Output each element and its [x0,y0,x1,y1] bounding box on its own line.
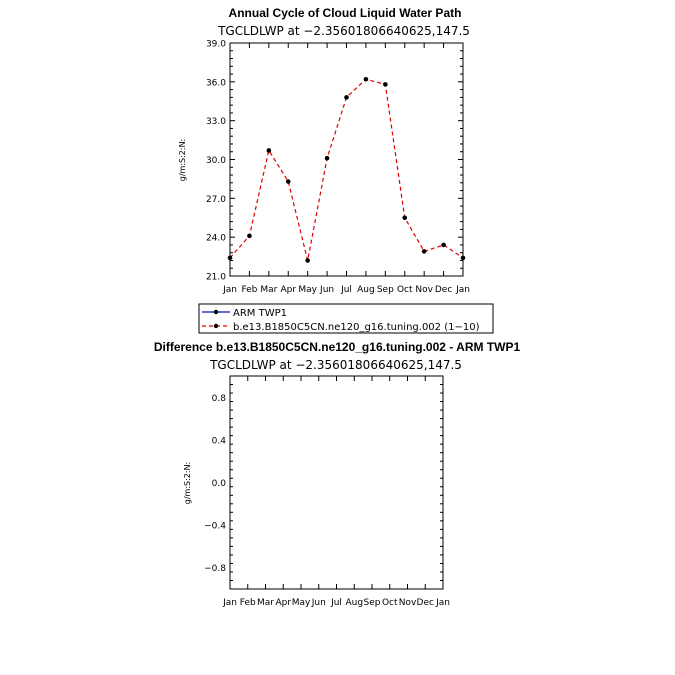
y-tick-label: 33.0 [205,117,226,128]
x-tick-label: Feb [239,598,256,608]
y-tick-label: −0.4 [204,521,226,532]
legend-marker [214,310,218,314]
series-line [230,79,463,260]
data-point [325,156,330,161]
data-point [344,95,349,100]
x-tick-label: Jan [456,285,470,295]
y-tick-label: 24.0 [205,233,226,244]
data-point [422,249,427,254]
y-tick-labels [206,40,226,283]
y-axis-label: g/m:S:2:N: [178,138,187,182]
y-tick-label: 30.0 [205,156,226,166]
difference-panel [154,340,521,608]
x-tick-label: Dec [434,285,453,295]
legend-entry-model [202,322,480,333]
x-tick-label: May [298,285,317,295]
chart-subtitle: TGCLDLWP at −2.35601806640625,147.5 [210,358,462,372]
axis-ticks [230,43,463,276]
y-tick-label: 36.0 [205,78,226,89]
x-tick-label: Aug [357,285,375,295]
x-tick-label: Mar [257,598,274,608]
data-point [267,148,272,153]
axis-ticks [230,376,443,589]
x-tick-label: Sep [376,285,394,295]
plot-frame [230,376,443,589]
y-axis-label: g/m:S:2:N: [183,461,192,505]
x-tick-label: Jan [223,598,237,608]
legend-marker [214,324,218,328]
data-point [247,234,252,239]
x-tick-label: May [291,598,311,608]
y-tick-label: 27.0 [205,194,226,205]
x-tick-label: Apr [280,285,297,295]
x-tick-labels [222,598,450,608]
plot-frame [230,43,463,276]
legend-label: ARM TWP1 [233,308,287,319]
x-tick-label: Jun [311,598,326,608]
data-point [402,215,407,220]
series-group [228,77,466,263]
annual-cycle-panel [178,6,470,295]
x-tick-label: Dec [416,598,434,608]
x-tick-label: Jun [320,285,335,295]
y-tick-labels [204,394,226,574]
x-tick-label: Jan [223,285,237,295]
data-point [286,179,291,184]
x-tick-label: Sep [363,598,381,608]
x-tick-label: Nov [398,598,417,608]
x-tick-label: Apr [275,598,292,608]
y-tick-label: 21.0 [205,272,226,283]
x-tick-label: Oct [381,598,398,608]
y-tick-label: 0.4 [211,436,226,447]
y-tick-label: 0.8 [211,393,226,404]
x-tick-label: Mar [260,285,278,295]
data-point [441,243,446,248]
x-tick-label: Jul [341,285,352,295]
data-point [305,258,310,263]
x-tick-labels [222,285,470,295]
x-tick-label: Oct [396,285,413,295]
chart-subtitle: TGCLDLWP at −2.35601806640625,147.5 [218,24,470,38]
legend [199,304,493,333]
chart-title: Difference b.e13.B1850C5CN.ne120_g16.tuning.002 - ARM TWP1 [153,340,521,354]
y-tick-label: 0.0 [211,479,226,489]
x-tick-label: Jul [331,598,342,608]
data-point [364,77,369,82]
x-tick-label: Jan [436,598,450,608]
y-tick-label: −0.8 [204,564,226,575]
legend-label: b.e13.B1850C5CN.ne120_g16.tuning.002 (1−10) [233,322,480,333]
x-tick-label: Feb [241,285,258,295]
y-tick-label: 39.0 [205,39,226,50]
data-point [383,82,388,87]
x-tick-label: Aug [345,598,364,608]
chart-title: Annual Cycle of Cloud Liquid Water Path [228,6,462,20]
x-tick-label: Nov [415,285,433,295]
